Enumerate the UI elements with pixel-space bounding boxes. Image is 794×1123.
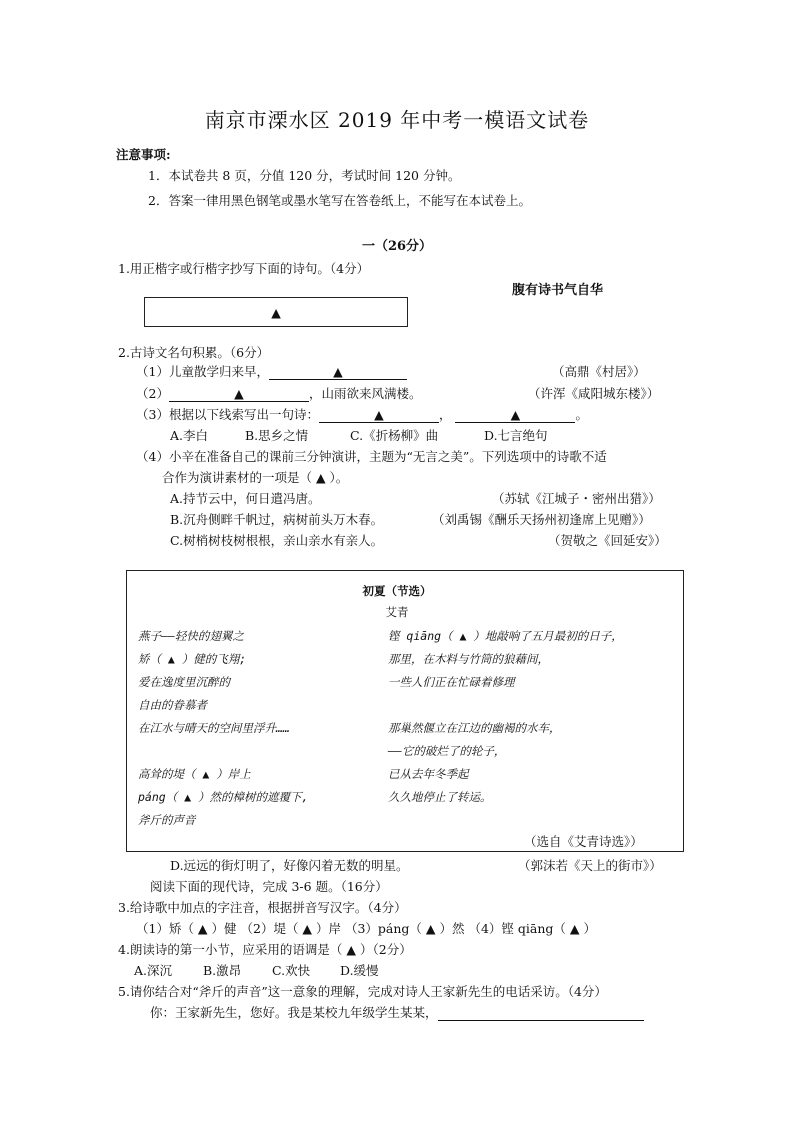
answer-blank[interactable]: ▲ (455, 408, 575, 423)
poem-line: 爱在逸度里沉醉的 (138, 675, 230, 689)
question-5: 5.请你结合对“斧斤的声音”这一意象的理解，完成对诗人王家新先生的电话采访。（4分） (118, 984, 607, 999)
poem-line: 自由的眷慕者 (138, 698, 207, 712)
answer-blank[interactable] (438, 1006, 644, 1021)
q2-option-c-source: （贺敬之《回延安》） (548, 533, 667, 548)
q4-option: C.欢快 (272, 963, 311, 978)
question-1: 1.用正楷字或行楷字抄写下面的诗句。（4分） (118, 261, 370, 276)
q2-sub-3-option: C.《折杨柳》曲 (350, 428, 439, 443)
poem-line: 在江水与晴天的空间里浮升…… (138, 721, 290, 735)
q2-sub-1: （1）儿童散学归来早， ▲ (136, 362, 407, 380)
poem-line: 燕子——轻快的翅翼之 (138, 629, 244, 643)
verse-to-copy: 腹有诗书气自华 (512, 283, 604, 298)
poem-line: 那巢然偃立在江边的幽褐的水车， (388, 721, 561, 735)
question-5-line: 你：王家新先生，您好。我是某校九年级学生某某， (150, 1003, 644, 1021)
poem-title: 初夏（节选） (362, 584, 432, 598)
q2-option-b: B.沉舟侧畔千帆过，病树前头万木春。 (170, 512, 384, 527)
question-3-items: （1）矫（ ▲ ）健 （2）堤（ ▲ ）岸 （3）páng（ ▲ ）然 （4）铿 qiāng（ ▲ ） (136, 921, 596, 936)
q2-option-d-source: （郭沫若《天上的街市》） (518, 858, 662, 873)
q4-option: A.深沉 (134, 963, 173, 978)
answer-mark: ▲ (271, 305, 281, 320)
notes-item: 1．本试卷共 8 页，分值 120 分，考试时间 120 分钟。 (148, 168, 461, 183)
q2-option-a-source: （苏轼《江城子・密州出猎》） (492, 491, 661, 506)
question-3: 3.给诗歌中加点的字注音，根据拼音写汉字。（4分） (118, 900, 407, 915)
question-2: 2.古诗文名句积累。（6分） (118, 345, 270, 360)
poem-source: （选自《艾青诗选》） (524, 834, 643, 849)
answer-blank[interactable]: ▲ (319, 408, 439, 423)
q2-sub-4: （4）小辛在准备自己的课前三分钟演讲，主题为“无言之美”。下列选项中的诗歌不适 (136, 449, 607, 464)
q4-option: B.激昂 (203, 963, 242, 978)
notes-item: 2．答案一律用黑色钢笔或墨水笔写在答卷纸上，不能写在本试卷上。 (148, 193, 531, 208)
q4-option: D.缓慢 (340, 963, 379, 978)
page-title: 南京市溧水区 2019 年中考一模语文试卷 (204, 108, 590, 132)
q2-sub-4-cont: 合作为演讲素材的一项是（ ▲ ）。 (162, 470, 349, 485)
answer-blank[interactable]: ▲ (169, 387, 309, 402)
q2-option-b-source: （刘禹锡《酬乐天扬州初逢席上见赠》） (432, 512, 651, 527)
q2-sub-3-option: A.李白 (170, 428, 209, 443)
poem-line: 铿 qiāng（ ▲ ）地敲响了五月最初的日子， (388, 629, 623, 643)
q2-sub-2: （2） ▲ ，山雨欲来风满楼。 (136, 386, 422, 401)
q2-option-a: A.持节云中，何日遣冯唐。 (170, 491, 321, 506)
poem-line: 那里，在木料与竹筒的狼藉间， (388, 652, 549, 666)
question-4: 4.朗读诗的第一小节，应采用的语调是（ ▲ ）（2分） (118, 942, 412, 957)
section-heading: 一（26分） (361, 239, 433, 254)
poem-line: páng（ ▲ ）然的樟树的遮覆下, (138, 790, 309, 804)
poem-line: 已从去年冬季起 (388, 767, 469, 781)
poem-line: 矫（ ▲ ）健的飞翔; (138, 652, 247, 666)
notes-heading: 注意事项: (116, 147, 171, 162)
reading-instruction: 阅读下面的现代诗，完成 3-6 题。（16分） (150, 879, 388, 894)
q2-option-c: C.树梢树枝树根根，亲山亲水有亲人。 (170, 533, 384, 548)
poem-author: 艾青 (385, 605, 409, 619)
poem-line: ——它的破烂了的轮子， (388, 744, 506, 758)
poem-line: 斧斤的声音 (138, 813, 196, 827)
poem-line: 一些人们正在忙碌着修理 (388, 675, 515, 689)
q2-sub-3-option: D.七言绝句 (484, 428, 548, 443)
copy-answer-box[interactable] (144, 297, 408, 327)
poem-line: 高耸的堤（ ▲ ）岸上 (138, 767, 251, 781)
answer-blank[interactable]: ▲ (269, 365, 407, 380)
q2-sub-1-source: （高鼎《村居》） (552, 364, 646, 379)
q2-sub-3-option: B.思乡之情 (245, 428, 309, 443)
poem-line: 久久地停止了转运。 (388, 790, 492, 804)
q2-sub-2-source: （许浑《咸阳城东楼》） (528, 386, 660, 401)
q2-option-d: D.远远的街灯明了，好像闪着无数的明星。 (170, 858, 409, 873)
q2-sub-3: （3）根据以下线索写出一句诗： ▲ ， ▲ 。 (136, 407, 588, 422)
